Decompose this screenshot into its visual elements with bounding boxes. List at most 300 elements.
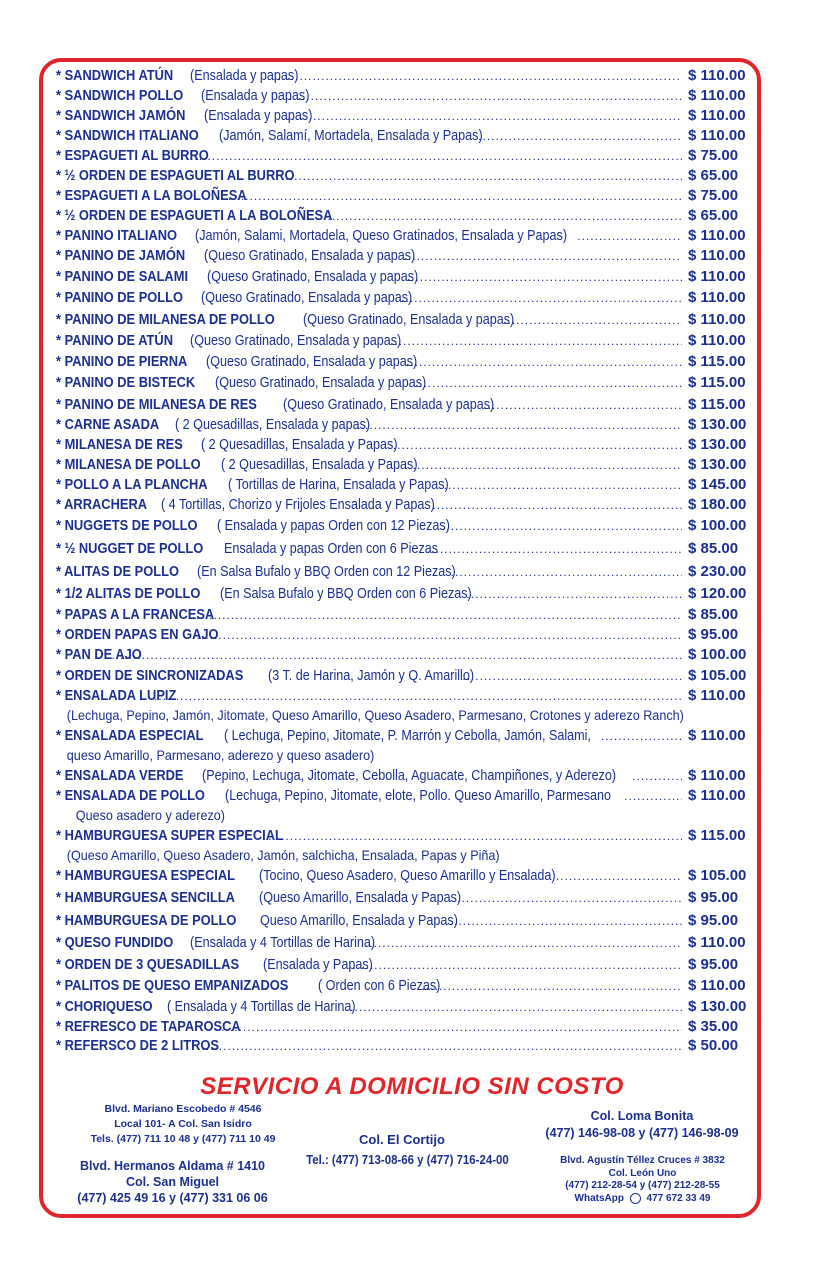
branch-line: Local 101- A Col. San Isidro (114, 1118, 252, 1130)
menu-item-row (56, 888, 752, 908)
menu-item-label (56, 435, 682, 455)
menu-item-label (56, 766, 682, 786)
leader-dots (483, 395, 682, 415)
menu-item-continuation: queso Amarillo, Parmesano, aderezo y queso asadero) (66, 747, 375, 763)
menu-item-label (56, 976, 682, 996)
menu-item-description: (Jamón, Salami, Mortadela, Queso Gratinados, Ensalada y Papas) (194, 228, 567, 244)
whatsapp-icon (630, 1193, 641, 1204)
menu-item-description: (Lechuga, Pepino, Jitomate, elote, Pollo. Queso Amarillo, Parmesano (225, 788, 612, 804)
branch-line: Blvd. Hermanos Aldama # 1410 (79, 1159, 266, 1173)
menu-item-name: * ½ NUGGET DE POLLO (56, 541, 204, 557)
menu-item (56, 352, 752, 372)
menu-item-row (56, 933, 752, 953)
leader-dots (281, 166, 682, 186)
menu-item-label (56, 126, 682, 146)
menu-item-price: $ 110.00 (688, 767, 746, 784)
menu-item-name: * HAMBURGUESA DE POLLO (56, 913, 237, 929)
menu-item-price: $ 110.00 (688, 107, 746, 124)
menu-item (56, 766, 752, 786)
menu-item (56, 997, 752, 1017)
menu-item-label (56, 146, 682, 166)
menu-item-description: ( Tortillas de Harina, Ensalada y Papas) (228, 477, 450, 493)
menu-item-name: * REFERSCO DE 2 LITROS (56, 1038, 220, 1054)
leader-dots (273, 66, 682, 86)
whatsapp-label: WhatsApp (574, 1192, 624, 1204)
menu-item-label (56, 373, 682, 393)
leader-dots (186, 146, 682, 166)
leader-dots (323, 206, 682, 226)
menu-item-name: * NUGGETS DE POLLO (56, 518, 198, 534)
menu-item-name: * PALITOS DE QUESO EMPANIZADOS (56, 978, 289, 994)
menu-item-label (56, 539, 682, 559)
leader-dots (342, 997, 682, 1017)
menu-item (56, 495, 752, 515)
menu-item (56, 331, 752, 351)
menu-item-price: $ 100.00 (688, 646, 747, 663)
leader-dots (401, 288, 682, 308)
menu-item-row (56, 373, 752, 393)
menu-item-name: * ENSALADA LUPIZ (56, 688, 177, 704)
menu-item-description: ( 2 Quesadillas, Ensalada y papas) (174, 417, 370, 433)
menu-item (56, 826, 752, 865)
menu-item-label (56, 288, 682, 308)
menu-item (56, 86, 752, 106)
menu-item (56, 373, 752, 393)
menu-item-name: * SANDWICH JAMÓN (56, 108, 186, 124)
menu-item-name: * ESPAGUETI A LA BOLOÑESA (56, 188, 247, 204)
menu-item (56, 206, 752, 226)
leader-dots (449, 888, 682, 908)
menu-item-description: Ensalada y papas Orden con 6 Piezas (223, 541, 438, 557)
branch-line: Col. León Uno (608, 1167, 677, 1179)
leader-dots (348, 955, 682, 975)
menu-item-price: $ 110.00 (688, 934, 746, 951)
menu-item-price: $ 110.00 (688, 977, 746, 994)
menu-item (56, 66, 752, 86)
branch-leon-uno (540, 1155, 745, 1205)
menu-item-price: $ 180.00 (688, 496, 747, 513)
whatsapp-line[interactable] (540, 1193, 745, 1206)
menu-item (56, 686, 752, 725)
menu-item-price: $ 105.00 (688, 667, 747, 684)
menu-item-price: $ 115.00 (688, 396, 746, 413)
menu-item-continuation: Queso asadero y aderezo) (75, 807, 225, 823)
menu-item-row (56, 166, 752, 186)
leader-dots (427, 539, 682, 559)
menu-item-row (56, 955, 752, 975)
menu-item-label (56, 605, 682, 625)
menu-item-price: $ 110.00 (688, 268, 746, 285)
menu-item-label (56, 310, 682, 330)
menu-item (56, 415, 752, 435)
branch-escobedo (88, 1102, 278, 1147)
menu-item-description: (Queso Gratinado, Ensalada y papas) (206, 269, 418, 285)
branch-line: Tels. (477) 711 10 48 y (477) 711 10 49 (90, 1133, 276, 1145)
menu-item-name: * PANINO DE PIERNA (56, 354, 188, 370)
leader-dots (197, 625, 682, 645)
leader-dots (442, 516, 682, 536)
menu-item-name: * 1/2 ALITAS DE POLLO (56, 586, 201, 602)
menu-item-row (56, 415, 752, 435)
menu-item-price: $ 110.00 (688, 687, 746, 704)
menu-item-row (56, 395, 752, 415)
menu-item (56, 516, 752, 536)
menu-item-name: * PANINO DE BISTECK (56, 375, 196, 391)
menu-item-price: $ 110.00 (688, 247, 746, 264)
menu-item-price: $ 110.00 (688, 727, 746, 744)
menu-item-row (56, 1036, 752, 1056)
menu-item (56, 1017, 752, 1037)
leader-dots (407, 267, 682, 287)
menu-item-price: $ 85.00 (688, 540, 739, 557)
menu-item (56, 888, 752, 908)
menu-item-name: * ENSALADA ESPECIAL (56, 728, 204, 744)
menu-item-name: * ESPAGUETI AL BURRO (56, 148, 209, 164)
menu-item (56, 435, 752, 455)
menu-item-row (56, 288, 752, 308)
menu-item-description: (Queso Gratinado, Ensalada y papas) (214, 375, 426, 391)
menu-item (56, 455, 752, 475)
menu-item-row (56, 645, 752, 665)
menu-item-label (56, 267, 682, 287)
menu-item-name: * ½ ORDEN DE ESPAGUETI AL BURRO (56, 168, 295, 184)
menu-item-name: * ALITAS DE POLLO (56, 564, 179, 580)
menu-item-price: $ 110.00 (688, 311, 746, 328)
menu-item-label (56, 997, 682, 1017)
menu-item (56, 146, 752, 166)
menu-item (56, 310, 752, 330)
menu-item-price: $ 130.00 (688, 456, 747, 473)
whatsapp-number: 477 672 33 49 (646, 1192, 711, 1204)
menu-item (56, 911, 752, 931)
menu-item-row (56, 455, 752, 475)
menu-item-description: (Queso Gratinado, Ensalada y papas) (303, 312, 515, 328)
menu-item (56, 933, 752, 953)
menu-item-row (56, 605, 752, 625)
menu-item-description: ( Lechuga, Pepino, Jitomate, P. Marrón y Cebolla, Jamón, Salami, (223, 728, 591, 744)
menu-item-row (56, 726, 752, 746)
menu-item-description: (Ensalada y papas) (203, 108, 313, 124)
branch-aldama (60, 1158, 285, 1206)
menu-item-description: (3 T. de Harina, Jamón y Q. Amarillo) (268, 668, 475, 684)
leader-dots (451, 562, 682, 582)
menu-item-description: (Queso Gratinado, Ensalada y papas) (283, 397, 495, 413)
menu-item-label (56, 495, 682, 515)
menu-item-row (56, 206, 752, 226)
menu-item-description: ( Ensalada y papas Orden con 12 Piezas) (217, 518, 451, 534)
menu-item (56, 605, 752, 625)
menu-item-price: $ 110.00 (688, 787, 746, 804)
menu-item-name: * CARNE ASADA (56, 417, 160, 433)
menu-item-description: (Ensalada y Papas) (263, 957, 374, 973)
menu-item-price: $ 50.00 (688, 1037, 739, 1054)
leader-dots (417, 976, 682, 996)
leader-dots (462, 666, 682, 686)
menu-item-price: $ 120.00 (688, 585, 747, 602)
menu-item-description: (Queso Amarillo, Ensalada y Papas) (258, 890, 461, 906)
menu-item-description: (Tocino, Queso Asadero, Queso Amarillo y Ensalada) (258, 868, 556, 884)
menu-item-name: * PANINO DE JAMÓN (56, 248, 186, 264)
menu-item-label (56, 206, 682, 226)
menu-item-label (56, 186, 682, 206)
menu-item (56, 666, 752, 686)
menu-item (56, 584, 752, 604)
leader-dots (624, 786, 682, 806)
branch-loma-bonita (542, 1108, 742, 1142)
menu-item-label (56, 455, 682, 475)
menu-item-description: (Ensalada y papas) (190, 68, 299, 84)
menu-item-row (56, 226, 752, 246)
menu-item-label (56, 352, 682, 372)
menu-item-label (56, 933, 682, 953)
menu-item-name: * QUESO FUNDIDO (56, 935, 174, 951)
menu-item-name: * POLLO A LA PLANCHA (56, 477, 208, 493)
menu-item-row (56, 146, 752, 166)
menu-item-name: * PANINO DE POLLO (56, 290, 184, 306)
menu-item-price: $ 75.00 (688, 147, 739, 164)
leader-dots (577, 226, 682, 246)
menu-item-row (56, 786, 752, 806)
menu-item-price: $ 110.00 (688, 87, 746, 104)
menu-item-price: $ 115.00 (688, 374, 746, 391)
menu-item (56, 976, 752, 996)
menu-item-label (56, 106, 682, 126)
menu-item-label (56, 1017, 682, 1037)
menu-item-row (56, 267, 752, 287)
delivery-banner: SERVICIO A DOMICILIO SIN COSTO (200, 1073, 624, 1100)
leader-dots (390, 331, 682, 351)
menu-item-name: * PANINO DE MILANESA DE POLLO (56, 312, 275, 328)
menu-item-price: $ 230.00 (688, 563, 747, 580)
menu-item-name: * SANDWICH ATÚN (56, 68, 174, 84)
leader-dots (197, 1036, 682, 1056)
menu-item-label (56, 645, 682, 665)
leader-dots (361, 933, 682, 953)
menu-item-name: * PAPAS A LA FRANCESA (56, 607, 215, 623)
leader-dots (404, 455, 682, 475)
leader-dots (268, 826, 682, 846)
menu-item-label (56, 686, 682, 706)
menu-item (56, 267, 752, 287)
menu-item-description: (Ensalada y 4 Tortillas de Harina) (190, 935, 376, 951)
menu-item (56, 1036, 752, 1056)
menu-item-description: (Jamón, Salamí, Mortadela, Ensalada y Papas) (218, 128, 483, 144)
menu-item-price: $ 130.00 (688, 416, 747, 433)
menu-item-price: $ 95.00 (688, 626, 739, 643)
leader-dots (406, 352, 682, 372)
branch-cortijo (293, 1130, 511, 1170)
menu-item (56, 395, 752, 415)
menu-item-price: $ 100.00 (688, 517, 747, 534)
menu-item-row (56, 666, 752, 686)
menu-item-label (56, 826, 682, 846)
menu-item-price: $ 95.00 (688, 912, 739, 929)
menu-item-name: * PANINO ITALIANO (56, 228, 178, 244)
leader-dots (384, 435, 682, 455)
menu-item-label (56, 395, 682, 415)
menu-item-description: (Queso Gratinado, Ensalada y papas) (201, 290, 413, 306)
menu-item-description: ( 2 Quesadillas, Ensalada y Papas) (220, 457, 418, 473)
menu-item-label (56, 226, 682, 246)
menu-item-row (56, 516, 752, 536)
menu-item-row (56, 976, 752, 996)
leader-dots (287, 106, 682, 126)
menu-item-row (56, 866, 752, 886)
menu-item-price: $ 110.00 (688, 227, 746, 244)
menu-item-row (56, 331, 752, 351)
branch-line: Col. El Cortijo (359, 1132, 445, 1147)
branch-line: (477) 425 49 16 y (477) 331 06 06 (77, 1191, 268, 1205)
leader-dots (404, 246, 682, 266)
menu-item-description: (Queso Gratinado, Ensalada y papas) (203, 248, 415, 264)
menu-item-name: * ORDEN DE SINCRONIZADAS (56, 668, 244, 684)
branch-line: Col. San Miguel (125, 1175, 220, 1189)
leader-dots (111, 645, 682, 665)
menu-item-description: (Pepino, Lechuga, Jitomate, Cebolla, Aguacate, Champiñones, y Aderezo) (201, 768, 616, 784)
menu-item-name: * MILANESA DE POLLO (56, 457, 201, 473)
menu-item (56, 186, 752, 206)
menu-item (56, 106, 752, 126)
menu-item-label (56, 584, 682, 604)
menu-item-row (56, 495, 752, 515)
menu-item-name: * PANINO DE SALAMI (56, 269, 189, 285)
leader-dots (356, 415, 682, 435)
menu-item-row (56, 1017, 752, 1037)
menu-item-price: $ 75.00 (688, 187, 739, 204)
leader-dots (556, 866, 682, 886)
menu-item-name: * PANINO DE ATÚN (56, 333, 173, 349)
menu-item (56, 866, 752, 886)
menu-item-label (56, 726, 682, 746)
branch-line: Col. Loma Bonita (590, 1109, 694, 1123)
branch-line: Blvd. Mariano Escobedo # 4546 (104, 1103, 262, 1115)
menu-item-price: $ 115.00 (688, 827, 746, 844)
menu-item-price: $ 105.00 (688, 867, 747, 884)
menu-item-row (56, 246, 752, 266)
menu-item-price: $ 95.00 (688, 889, 739, 906)
menu-item-price: $ 85.00 (688, 606, 739, 623)
menu-item-name: * ARRACHERA (56, 497, 148, 513)
menu-item-row (56, 911, 752, 931)
menu-item-price: $ 95.00 (688, 956, 739, 973)
menu-item-name: * ½ ORDEN DE ESPAGUETI A LA BOLOÑESA (56, 208, 333, 224)
menu-item-name: * MILANESA DE RES (56, 437, 183, 453)
menu-item-name: * REFRESCO DE TAPAROSCA (56, 1019, 241, 1035)
menu-item-name: * CHORIQUESO (56, 999, 153, 1015)
menu-item (56, 475, 752, 495)
menu-item-name: * PAN DE AJO (56, 647, 142, 663)
menu-item-row (56, 562, 752, 582)
menu-item-row (56, 86, 752, 106)
menu-item-name: * ENSALADA VERDE (56, 768, 184, 784)
leader-dots (192, 605, 682, 625)
menu-item-price: $ 145.00 (688, 476, 747, 493)
menu-item-description: ( Ensalada y 4 Tortillas de Harina) (167, 999, 356, 1015)
leader-dots (478, 126, 682, 146)
leader-dots (467, 584, 682, 604)
leader-dots (415, 373, 682, 393)
menu-item-name: * HAMBURGUESA SUPER ESPECIAL (56, 828, 283, 844)
menu-item (56, 226, 752, 246)
menu-item-row (56, 625, 752, 645)
menu-item-row (56, 352, 752, 372)
menu-item-row (56, 539, 752, 559)
menu-item-description: ( 4 Tortillas, Chorizo y Frijoles Ensalada y Papas) (161, 497, 436, 513)
menu-item-price: $ 110.00 (688, 332, 746, 349)
menu-item-label (56, 1036, 682, 1056)
menu-item-price: $ 65.00 (688, 167, 739, 184)
menu-item-row (56, 126, 752, 146)
menu-item-label (56, 475, 682, 495)
menu-item-label (56, 955, 682, 975)
menu-item-label (56, 888, 682, 908)
branch-line: Blvd. Agustín Téllez Cruces # 3832 (560, 1155, 725, 1166)
menu-item-price: $ 115.00 (688, 353, 746, 370)
menu-item-name: * PANINO DE MILANESA DE RES (56, 397, 257, 413)
menu-item (56, 625, 752, 645)
menu-item-label (56, 86, 682, 106)
menu-item (56, 166, 752, 186)
menu-item (56, 786, 752, 825)
leader-dots (601, 726, 682, 746)
menu-item-name: * SANDWICH POLLO (56, 88, 184, 104)
menu-item-name: * HAMBURGUESA SENCILLA (56, 890, 235, 906)
menu-item-price: $ 110.00 (688, 67, 746, 84)
menu-item-name: * HAMBURGUESA ESPECIAL (56, 868, 235, 884)
menu-item-row (56, 686, 752, 706)
menu-item (56, 288, 752, 308)
leader-dots (632, 766, 682, 786)
menu-item (56, 246, 752, 266)
menu-item (56, 126, 752, 146)
menu-item-row (56, 186, 752, 206)
menu-item-description: Queso Amarillo, Ensalada y Papas) (260, 913, 459, 929)
menu-item-price: $ 130.00 (688, 998, 747, 1015)
menu-item-label (56, 666, 682, 686)
leader-dots (439, 475, 682, 495)
menu-item-label (56, 516, 682, 536)
menu-item-name: * ORDEN PAPAS EN GAJO (56, 627, 219, 643)
menu-item-label (56, 331, 682, 351)
menu-item-label (56, 866, 682, 886)
menu-item-description: (Ensalada y papas) (201, 88, 310, 104)
menu-item-label (56, 415, 682, 435)
menu-item-row (56, 66, 752, 86)
menu-item-row (56, 475, 752, 495)
menu-item-name: * ENSALADA DE POLLO (56, 788, 205, 804)
menu-item-label (56, 246, 682, 266)
menu-item-row (56, 766, 752, 786)
menu-item-name: * SANDWICH ITALIANO (56, 128, 199, 144)
leader-dots (503, 310, 682, 330)
leader-dots (445, 911, 682, 931)
menu-item-description: ( Orden con 6 Piezas) (318, 978, 441, 994)
menu-item-description: (En Salsa Bufalo y BBQ Orden con 12 Piezas) (196, 564, 456, 580)
leader-dots (285, 86, 682, 106)
menu-item-price: $ 65.00 (688, 207, 739, 224)
menu-item-row (56, 106, 752, 126)
menu-item (56, 562, 752, 582)
menu-item-row (56, 310, 752, 330)
branch-line: Tel.: (477) 713-08-66 y (477) 716-24-00 (306, 1152, 509, 1167)
menu-item-label (56, 166, 682, 186)
menu-item-name: * ORDEN DE 3 QUESADILLAS (56, 957, 240, 973)
menu-item-label (56, 786, 682, 806)
menu-item-row (56, 997, 752, 1017)
menu-item (56, 955, 752, 975)
menu-item-description: (En Salsa Bufalo y BBQ Orden con 6 Piezas) (220, 586, 473, 602)
menu-item-description: ( 2 Quesadillas, Ensalada y Papas) (200, 437, 398, 453)
